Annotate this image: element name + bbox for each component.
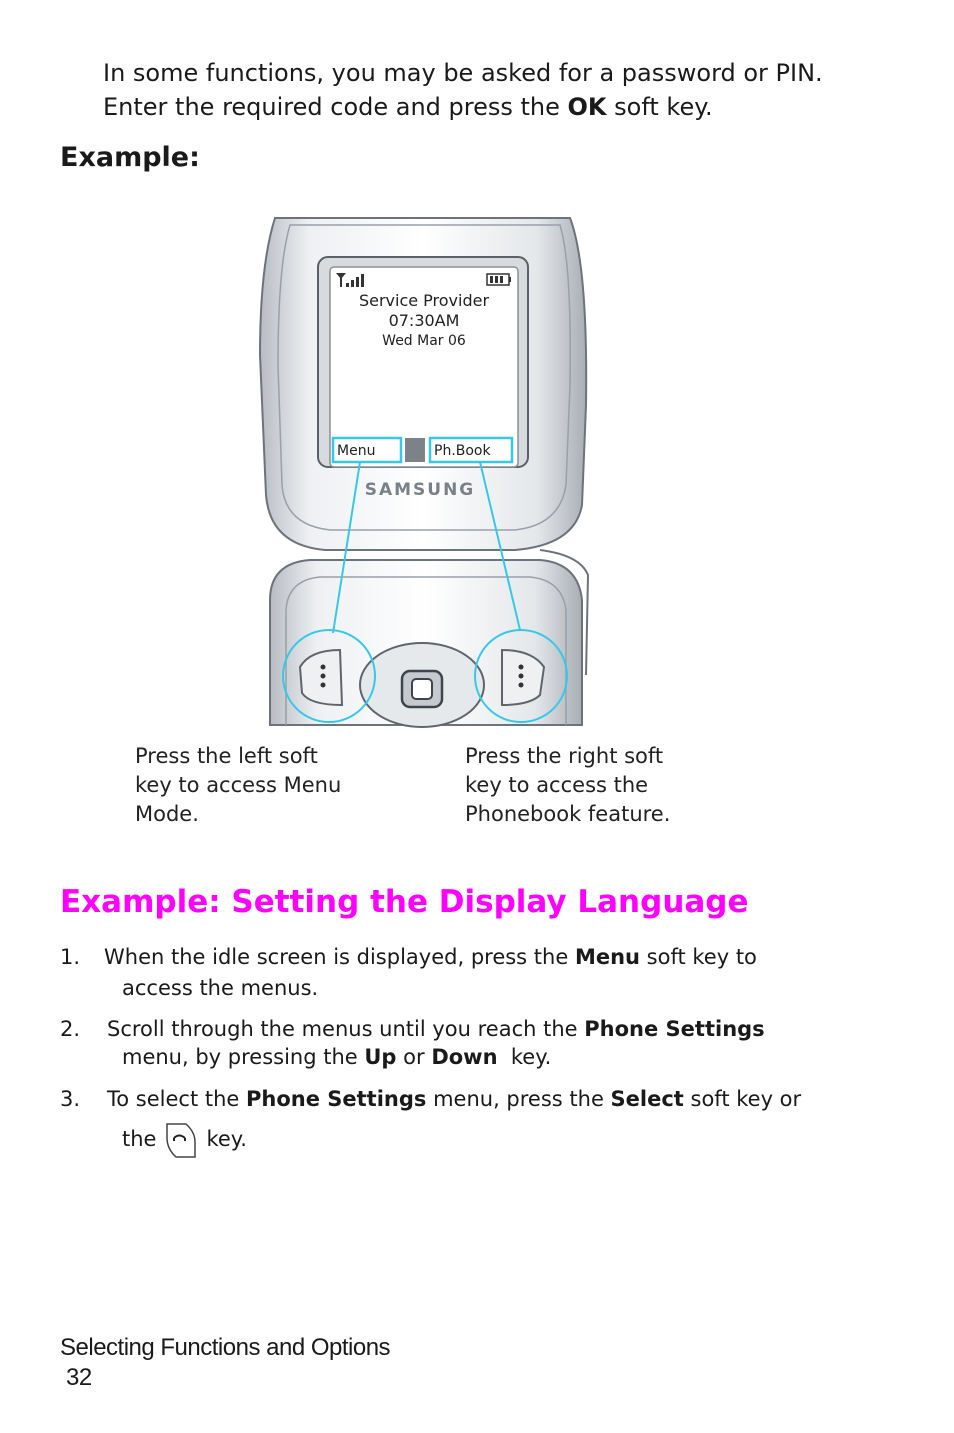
footer-section-title: Selecting Functions and Options	[60, 1334, 391, 1361]
screen-line-1: Service Provider	[358, 291, 490, 310]
right-key-dot	[519, 674, 524, 679]
menu-key-label: Menu	[574, 945, 640, 969]
left-key-dot	[321, 665, 326, 670]
step-continuation	[122, 1120, 920, 1160]
intro-paragraph	[103, 56, 923, 124]
step-text: menu, press the	[426, 1087, 611, 1111]
step-2	[60, 1015, 920, 1071]
step-text: Scroll through the menus until you reach the	[107, 1017, 585, 1041]
right-key-dot	[519, 683, 524, 688]
phone-settings-label: Phone Settings	[584, 1017, 765, 1041]
up-key-label: Up	[364, 1045, 397, 1069]
step-text-end: key.	[497, 1045, 552, 1069]
screen-line-2: 07:30AM	[388, 311, 460, 330]
select-key-label: Select	[610, 1087, 684, 1111]
down-key-label: Down	[431, 1045, 498, 1069]
softkey-right-label: Ph.Book	[434, 443, 491, 459]
intro-line-2	[103, 90, 923, 124]
step-number: 1.	[60, 945, 81, 969]
step-text: menu, by pressing the	[122, 1045, 365, 1069]
step-number: 3.	[60, 1087, 81, 1111]
step-number: 2.	[60, 1017, 81, 1041]
step-3	[60, 1084, 920, 1160]
left-key-dot	[321, 674, 326, 679]
page-footer	[60, 1333, 390, 1393]
section-title: Example: Setting the Display Language	[60, 884, 749, 920]
softkey-left-label: Menu	[337, 443, 376, 459]
step-text: the	[122, 1127, 157, 1151]
caption-right-soft-key: Press the right soft key to access the Phonebook feature.	[465, 744, 671, 826]
screen-line-3: Wed Mar 06	[382, 333, 466, 349]
ok-key-icon	[164, 1120, 198, 1160]
step-text: To select the	[107, 1087, 246, 1111]
step-text-end: key.	[206, 1127, 247, 1151]
intro-text-end: soft key.	[606, 93, 713, 121]
right-key-dot	[519, 665, 524, 670]
step-text-end: soft key or	[683, 1087, 802, 1111]
step-continuation: access the menus.	[122, 976, 319, 1000]
step-text: When the idle screen is displayed, press the	[104, 945, 575, 969]
center-key-icon	[412, 679, 432, 699]
step-continuation	[122, 1043, 920, 1071]
step-text: or	[396, 1045, 432, 1069]
example-heading: Example:	[60, 142, 200, 173]
intro-text: Enter the required code and press the	[103, 93, 568, 121]
ok-key-label: OK	[567, 93, 607, 121]
step-1	[60, 942, 920, 1004]
softkey-divider	[405, 438, 425, 462]
phone-settings-label: Phone Settings	[246, 1087, 427, 1111]
step-text-end: soft key to	[639, 945, 757, 969]
caption-left-soft-key: Press the left soft key to access Menu Mode.	[135, 744, 342, 826]
intro-line-1: In some functions, you may be asked for a password or PIN.	[103, 59, 823, 87]
left-key-dot	[321, 683, 326, 688]
brand-logo: SAMSUNG	[364, 480, 476, 500]
page-number: 32	[66, 1364, 92, 1391]
